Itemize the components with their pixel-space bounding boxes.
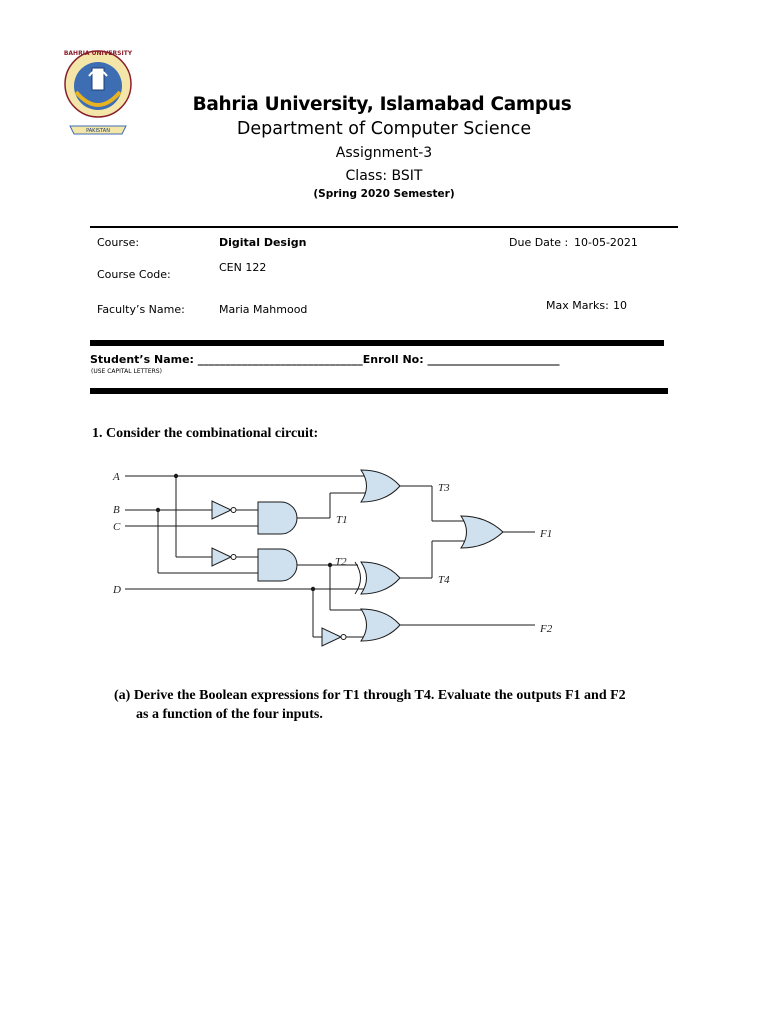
assignment-title: Assignment-3 <box>335 145 433 161</box>
course-value: Digital Design <box>219 236 307 249</box>
svg-text:BAHRIA UNIVERSITY: BAHRIA UNIVERSITY <box>63 50 133 57</box>
t2-label: T2 <box>335 556 347 568</box>
university-title: Bahria University, Islamabad Campus <box>192 94 572 115</box>
course-code-value: CEN 122 <box>219 261 267 274</box>
f1-label: F1 <box>540 528 553 540</box>
part-a-line-1: (a) Derive the Boolean expressions for T1 through T4. Evaluate the outputs F1 and F2 <box>114 688 626 703</box>
max-marks-value: 10 <box>613 299 627 312</box>
faculty-label: Faculty’s Name: <box>97 303 185 316</box>
due-date-value: 10-05-2021 <box>574 236 638 249</box>
top-divider <box>90 226 678 228</box>
input-b-label: B <box>113 504 120 516</box>
input-d-label: D <box>113 584 121 596</box>
course-code-label: Course Code: <box>97 268 171 281</box>
svg-text:PAKISTAN: PAKISTAN <box>86 128 110 134</box>
section-divider-top <box>90 340 664 346</box>
semester-title: (Spring 2020 Semester) <box>313 188 455 200</box>
faculty-value: Maria Mahmood <box>219 303 308 316</box>
input-a-label: A <box>113 471 120 483</box>
combinational-circuit <box>100 455 570 655</box>
question-title: 1. Consider the combinational circuit: <box>92 426 319 441</box>
section-divider-bottom <box>90 388 668 394</box>
course-label: Course: <box>97 236 140 249</box>
f2-label: F2 <box>540 623 553 635</box>
t3-label: T3 <box>438 482 450 494</box>
class-title: Class: BSIT <box>345 168 423 184</box>
max-marks-label: Max Marks: <box>546 299 609 312</box>
part-a-line-2: as a function of the four inputs. <box>136 707 323 722</box>
t4-label: T4 <box>438 574 450 586</box>
due-date-label: Due Date : <box>509 236 569 249</box>
t1-label: T1 <box>336 514 348 526</box>
university-logo <box>62 46 134 138</box>
student-name-enroll-line: Student’s Name: ______________________________Enroll No: ________________________ <box>90 353 560 366</box>
capital-letters-note: (USE CAPITAL LETTERS) <box>91 368 162 375</box>
department-title: Department of Computer Science <box>236 119 532 139</box>
input-c-label: C <box>113 521 121 533</box>
